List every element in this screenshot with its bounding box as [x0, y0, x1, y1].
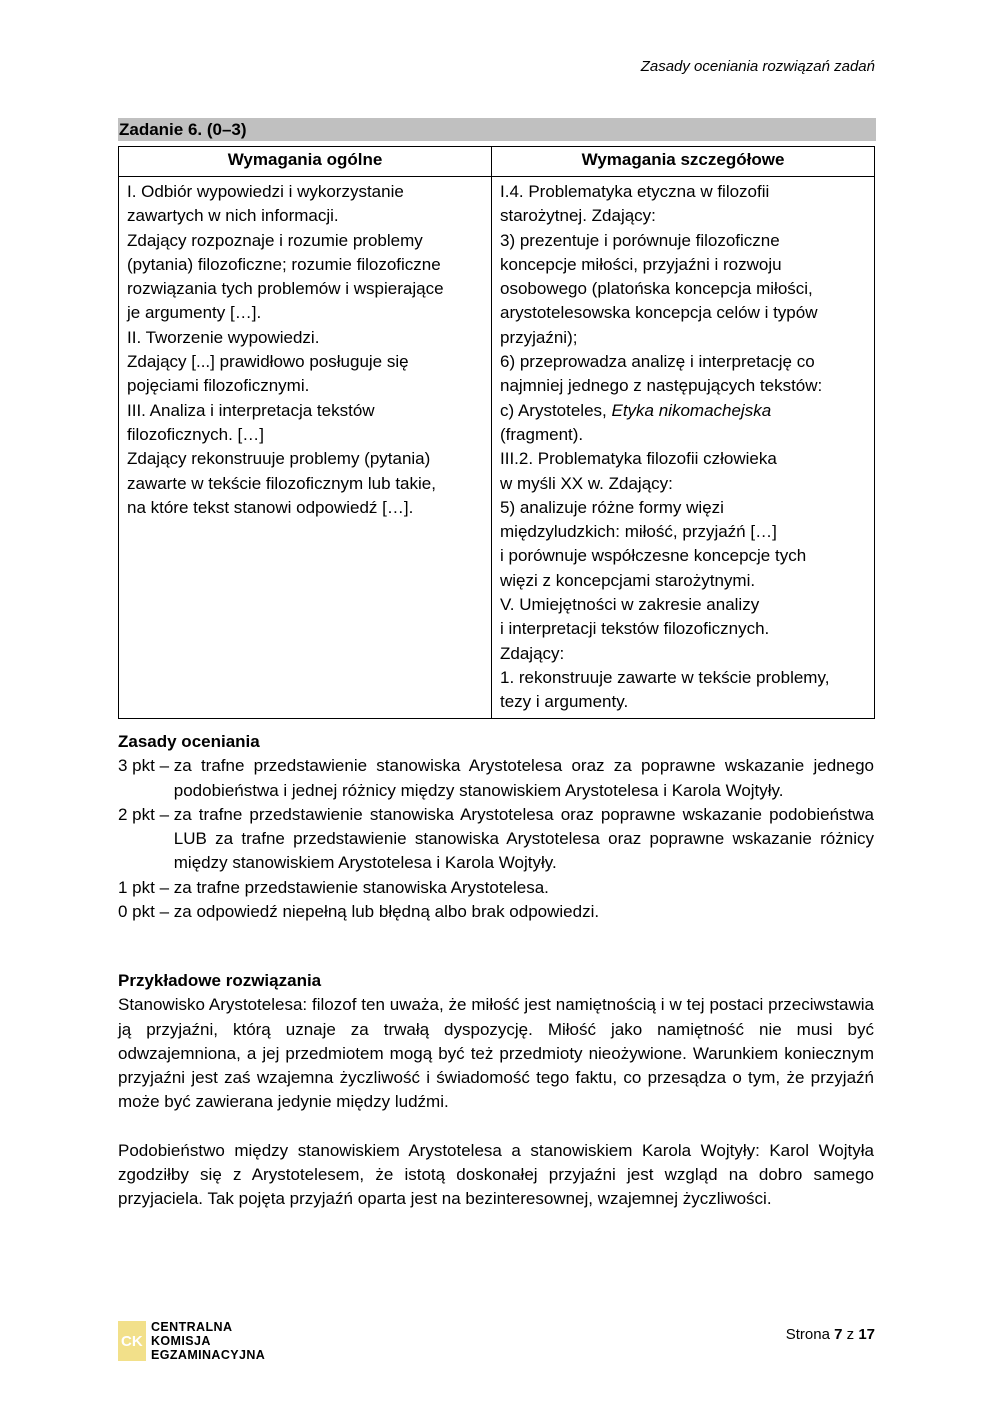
task-title: Zadanie 6. (0–3): [118, 118, 876, 141]
general-req-line: zawarte w tekście filozoficznym lub takie,: [127, 473, 436, 493]
specific-req-line: [500, 350, 866, 374]
specific-req-text: 6) przeprowadza analizę i interpretację co: [500, 352, 815, 372]
specific-req-text: przyjaźni);: [500, 327, 578, 347]
specific-req-line: [500, 496, 866, 520]
specific-req-line: [500, 666, 866, 690]
specific-req-line: [500, 423, 866, 447]
specific-req-line: [500, 374, 866, 398]
general-req-line: I. Odbiór wypowiedzi i wykorzystanie: [127, 182, 404, 201]
specific-req-line: [500, 617, 866, 641]
examples-title: Przykładowe rozwiązania: [118, 971, 322, 990]
page-total: 17: [858, 1326, 875, 1343]
general-req-line: Zdający [...] prawidłowo posługuje się: [127, 352, 409, 372]
general-req-line: pojęciami filozoficznymi.: [127, 376, 310, 396]
general-req-line: (pytania) filozoficzne; rozumie filozoficzne: [127, 254, 441, 274]
specific-req-line: [500, 277, 866, 301]
specific-req-line: [500, 326, 866, 350]
specific-req-line: [500, 593, 866, 617]
page-sep: z: [842, 1326, 859, 1343]
svg-text:CK: CK: [121, 1333, 143, 1350]
scoring-rule: [118, 754, 874, 803]
specific-req-line: [500, 544, 866, 568]
specific-req-text: V. Umiejętności w zakresie analizy: [500, 595, 760, 615]
general-req-line: na które tekst stanowi odpowiedź […].: [127, 497, 414, 517]
cke-logo: [118, 1320, 265, 1362]
general-req-line: je argumenty […].: [127, 303, 262, 323]
rule-text: za trafne przedstawienie stanowiska Arystotelesa oraz poprawne wskazanie podobieństwa LUB za trafne przedstawienie stanowiska Arystotelesa oraz poprawne wskazanie różnicy między stanowiskiem Arystotelesa i Karola Wojtyły.: [173, 804, 874, 873]
rule-text: za trafne przedstawienie stanowiska Arystotelesa.: [173, 877, 549, 897]
specific-req-text: i porównuje współczesne koncepcje tych: [500, 546, 807, 566]
page-label: Strona: [785, 1326, 835, 1343]
general-req-line: Zdający rekonstruuje problemy (pytania): [127, 449, 431, 469]
specific-req-line: [500, 472, 866, 496]
page-number: [786, 1326, 875, 1343]
scoring-section: [118, 730, 874, 924]
specific-req-line: [500, 204, 866, 228]
specific-req-text: koncepcje miłości, przyjaźni i rozwoju: [500, 254, 782, 274]
specific-req-text: tezy i argumenty.: [500, 692, 629, 712]
rule-points: 1 pkt –: [118, 877, 174, 897]
col-header-specific: Wymagania szczegółowe: [492, 147, 875, 177]
general-req-line: rozwiązania tych problemów i wspierające: [127, 279, 444, 299]
general-requirements-cell: [119, 177, 492, 719]
logo-line-1: CENTRALNA: [151, 1320, 233, 1334]
specific-req-text: (fragment).: [500, 424, 584, 444]
rule-text: za odpowiedź niepełną lub błędną albo brak odpowiedzi.: [173, 902, 600, 922]
specific-requirements-cell: [492, 177, 875, 719]
specific-req-text: c) Arystoteles,: [500, 400, 612, 420]
general-req-line: III. Analiza i interpretacja tekstów: [127, 400, 375, 420]
cke-logo-icon: [118, 1321, 146, 1361]
scoring-rule: [118, 803, 874, 876]
page-current: 7: [834, 1326, 843, 1343]
specific-req-text: i interpretacji tekstów filozoficznych.: [500, 619, 770, 639]
col-header-general: Wymagania ogólne: [119, 147, 492, 177]
logo-line-3: EGZAMINACYJNA: [151, 1348, 266, 1362]
specific-req-line: [500, 253, 866, 277]
specific-req-line: [500, 399, 866, 423]
rule-text: za trafne przedstawienie stanowiska Arystotelesa oraz za poprawne wskazanie jednego podobieństwa i jednej różnicy między stanowiskiem Arystotelesa i Karola Wojtyły.: [173, 756, 874, 800]
specific-req-text: 1. rekonstruuje zawarte w tekście problemy,: [500, 667, 830, 687]
example-paragraph-2: Podobieństwo między stanowiskiem Arystotelesa a stanowiskiem Karola Wojtyły: Karol Wojtyła zgodziłby się z Arystotelesem, że istotą doskonałej przyjaźni jest wzgląd na dobro samego przyjaciela. Tak pojęta przyjaźń oparta jest na bezinteresownej, wzajemnej życzliwości.: [118, 1140, 874, 1209]
running-header: Zasady oceniania rozwiązań zadań: [640, 58, 875, 75]
scoring-rule: [118, 876, 874, 900]
specific-req-text: arystotelesowska koncepcja celów i typów: [500, 303, 818, 323]
rule-points: 2 pkt –: [118, 804, 174, 824]
example-paragraph-1: Stanowisko Arystotelesa: filozof ten uważa, że miłość jest namiętnością i w tej postaci przeciwstawia ją przyjaźni, którą uznaje za trwałą dyspozycję. Miłość jako namiętność nie musi być odwzajemniona, a jej przedmiotem mogą być też przedmioty nieożywione. Warunkiem koniecznym przyjaźni jest zaś wzajemna życzliwość i świadomość tego faktu, co przesądza o tym, że przyjaźń może być zawierana jedynie między ludźmi.: [118, 995, 874, 1112]
specific-req-line: [500, 690, 866, 714]
requirements-table: [118, 146, 875, 719]
specific-req-text: więzi z koncepcjami starożytnymi.: [500, 570, 756, 590]
specific-req-line: [500, 229, 866, 253]
book-title: Etyka nikomachejska: [611, 400, 772, 420]
specific-req-text: w myśli XX w. Zdający:: [500, 473, 673, 493]
specific-req-text: III.2. Problematyka filozofii człowieka: [500, 449, 777, 469]
rule-points: 3 pkt –: [118, 756, 174, 776]
specific-req-line: [500, 569, 866, 593]
general-req-line: Zdający rozpoznaje i rozumie problemy: [127, 230, 423, 250]
general-req-line: zawartych w nich informacji.: [127, 206, 339, 226]
general-req-line: II. Tworzenie wypowiedzi.: [127, 327, 320, 347]
specific-req-text: Zdający:: [500, 643, 565, 663]
specific-req-text: najmniej jednego z następujących tekstów:: [500, 376, 823, 396]
specific-req-line: [500, 520, 866, 544]
specific-req-text: 5) analizuje różne formy więzi: [500, 497, 724, 517]
specific-req-text: starożytnej. Zdający:: [500, 206, 656, 226]
rule-points: 0 pkt –: [118, 902, 174, 922]
logo-line-2: KOMISJA: [151, 1334, 211, 1348]
specific-req-line: [500, 642, 866, 666]
specific-req-text: I.4. Problematyka etyczna w filozofii: [500, 182, 770, 201]
specific-req-text: osobowego (platońska koncepcja miłości,: [500, 279, 813, 299]
general-req-line: filozoficznych. […]: [127, 424, 264, 444]
specific-req-text: 3) prezentuje i porównuje filozoficzne: [500, 230, 780, 250]
scoring-rule: [118, 900, 874, 924]
specific-req-line: [500, 180, 866, 204]
examples-section: [118, 969, 874, 1212]
scoring-title: Zasady oceniania: [118, 732, 260, 751]
specific-req-line: [500, 447, 866, 471]
specific-req-line: [500, 301, 866, 325]
specific-req-text: międzyludzkich: miłość, przyjaźń […]: [500, 522, 777, 542]
